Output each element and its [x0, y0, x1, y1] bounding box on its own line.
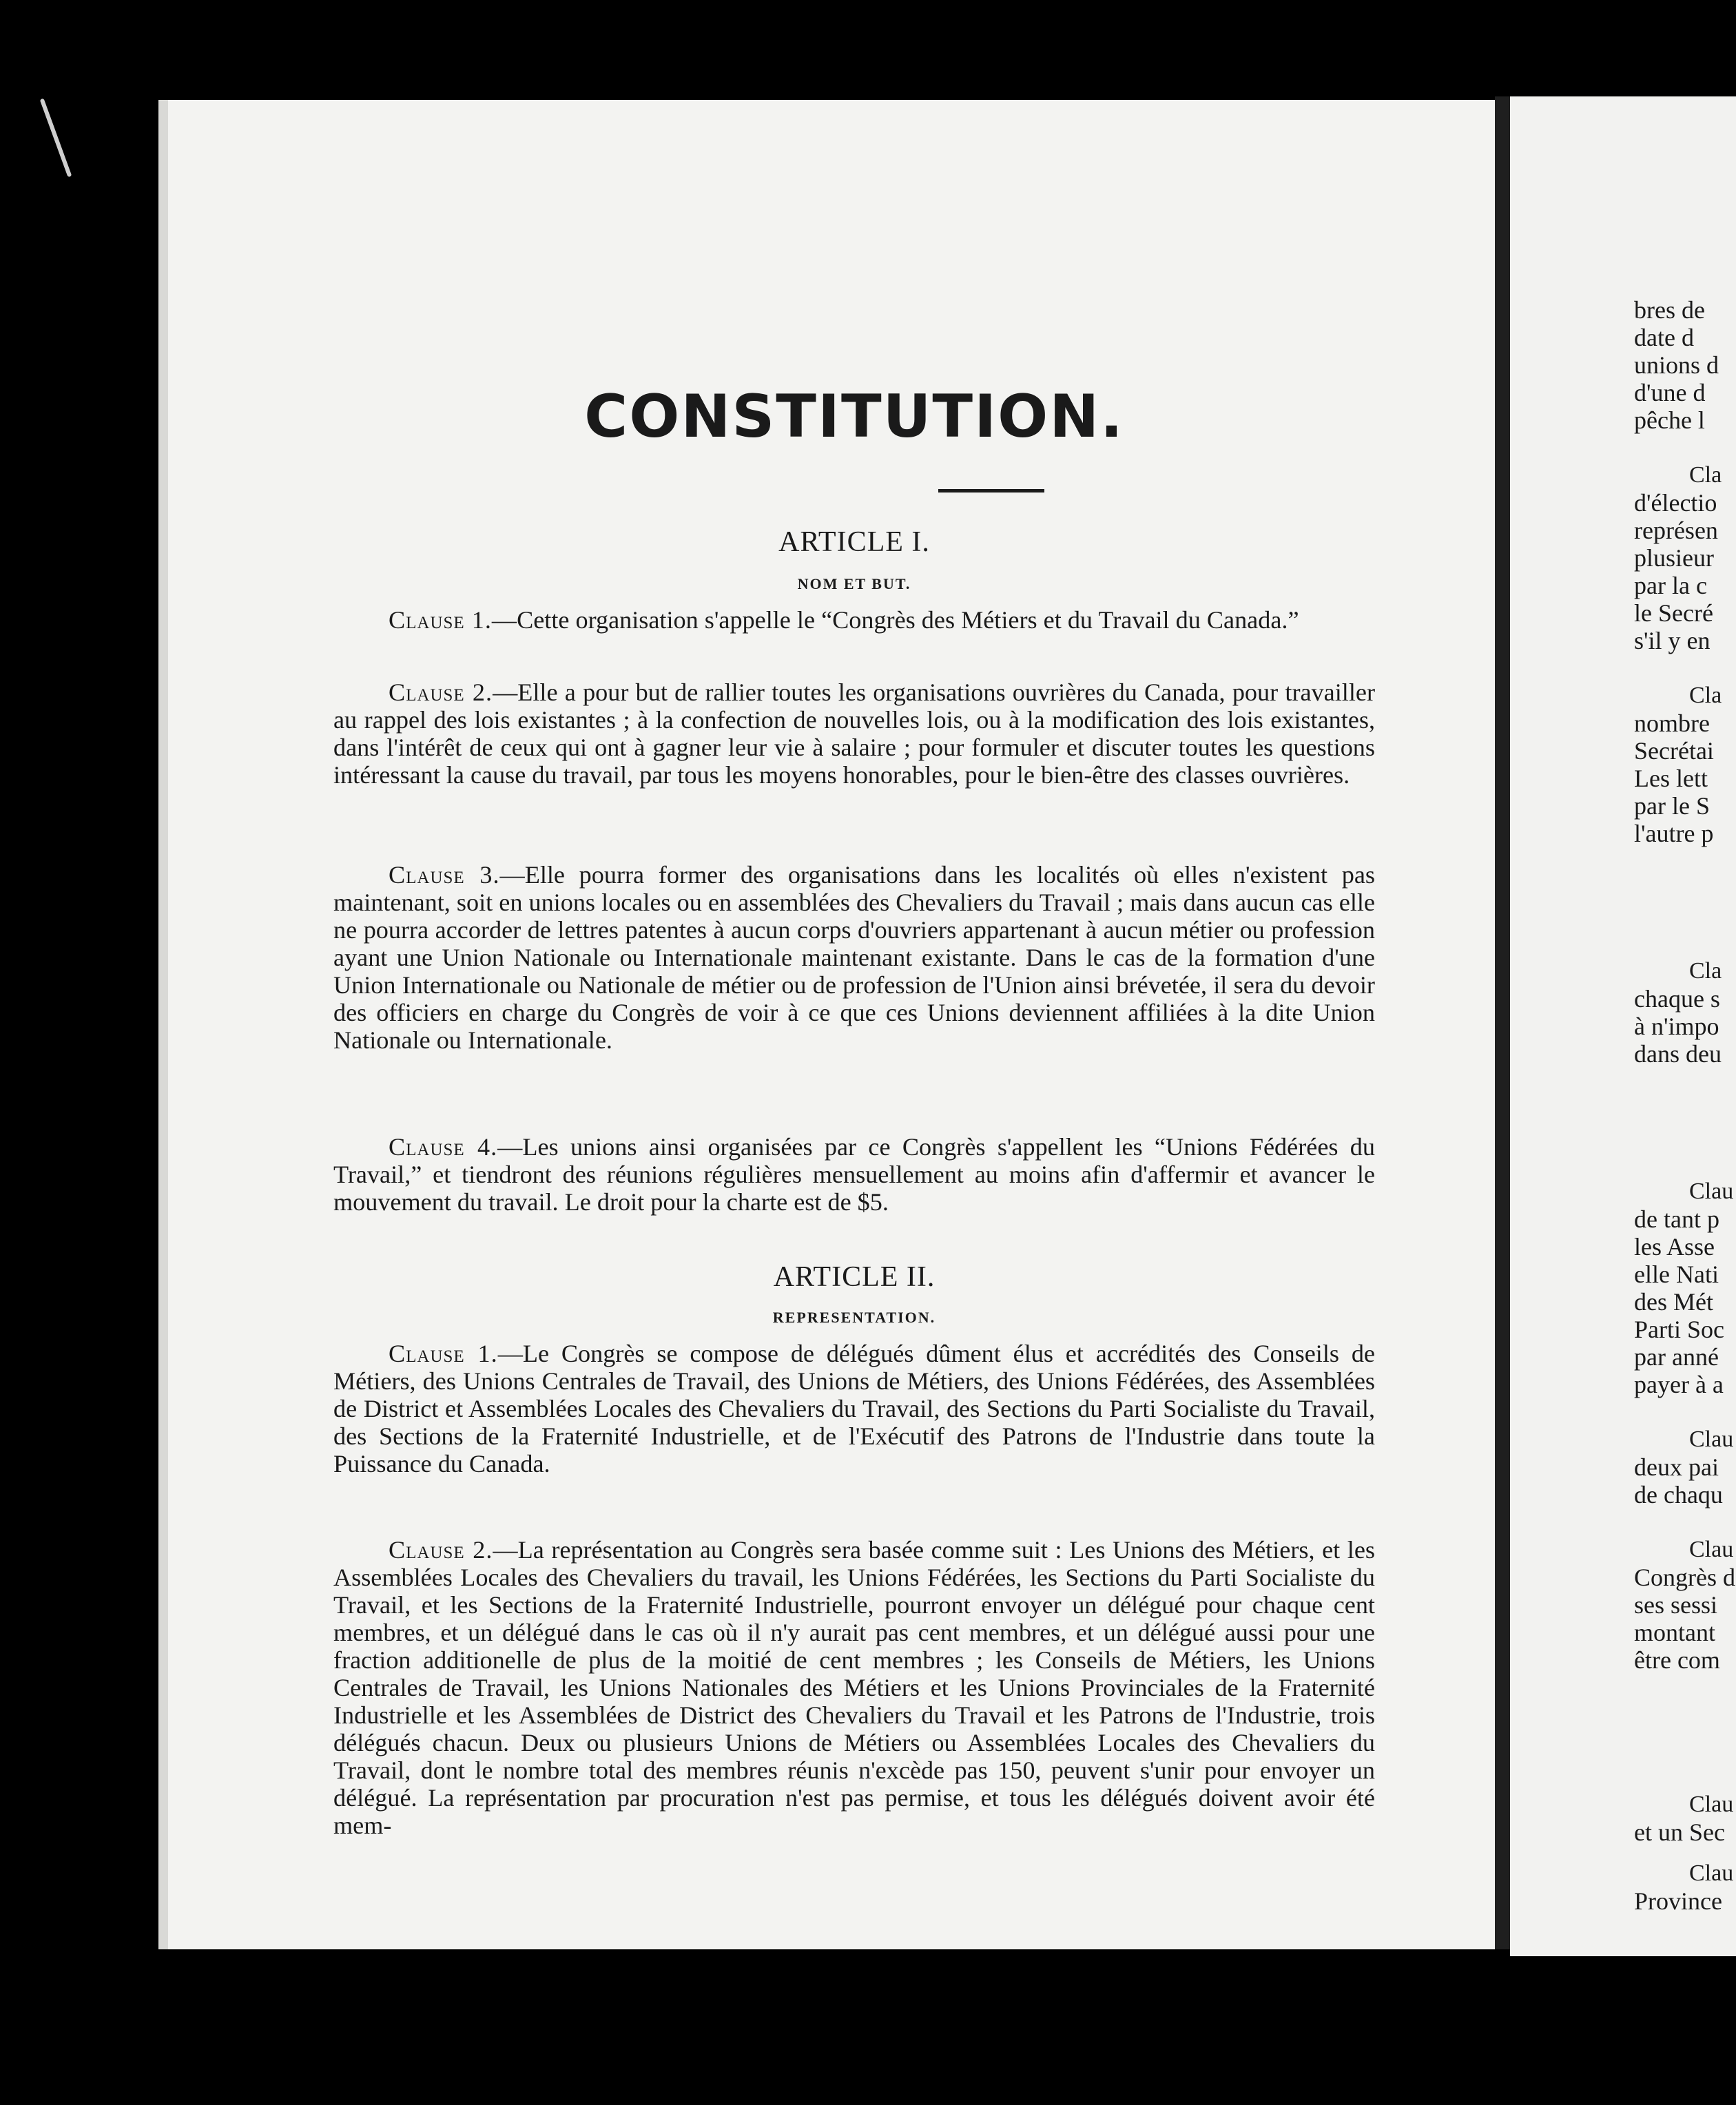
right-fragment: montant	[1634, 1619, 1715, 1646]
right-page	[1510, 96, 1736, 1956]
clause-text: —Les unions ainsi organisées par ce Congrès s'appellent les “Unions Fédérées du Travail,” et tiendront des réunions régulières mensuellement au moins afin d'affermir et avancer le mouvement du travail. Le droit pour la charte est de $5.	[333, 1133, 1375, 1216]
article-1-heading: ARTICLE I.	[778, 526, 930, 558]
clause-label: Clause 1.	[389, 1340, 498, 1367]
right-fragment: chaque s	[1634, 985, 1720, 1013]
article-2-heading: ARTICLE II.	[773, 1261, 936, 1293]
page-title: CONSTITUTION.	[584, 382, 1124, 451]
right-fragment: pêche l	[1634, 406, 1705, 434]
right-fragment: Clau	[1689, 1537, 1734, 1562]
right-fragment: Clau	[1689, 1860, 1734, 1886]
right-fragment: l'autre p	[1634, 820, 1714, 847]
right-fragment: deux pai	[1634, 1453, 1719, 1481]
clause-label: Clause 3.	[389, 861, 500, 889]
right-fragment: par le S	[1634, 792, 1710, 820]
article-1-clause-2	[333, 678, 1375, 789]
right-fragment: nombre	[1634, 709, 1710, 737]
right-fragment: payer à a	[1634, 1371, 1724, 1398]
right-fragment: Clau	[1689, 1179, 1734, 1204]
clause-label: Clause 2.	[389, 1536, 493, 1564]
article-1-clause-1	[333, 606, 1375, 634]
right-fragment: Cla	[1689, 462, 1722, 488]
right-fragment: Cla	[1689, 683, 1722, 708]
article-2-clause-2	[333, 1536, 1375, 1839]
clause-label: Clause 1.	[389, 606, 492, 634]
right-fragment: représen	[1634, 517, 1718, 544]
article-2-subheading: REPRESENTATION.	[772, 1309, 936, 1326]
right-fragment: le Secré	[1634, 599, 1713, 627]
right-fragment: de chaqu	[1634, 1481, 1723, 1508]
right-fragment: unions d	[1634, 351, 1719, 379]
right-fragment: Clau	[1689, 1792, 1734, 1817]
right-fragment: Cla	[1689, 958, 1722, 984]
article-1-clause-3	[333, 861, 1375, 1054]
right-fragment: Congrès d	[1634, 1564, 1735, 1591]
right-fragment: et un Sec	[1634, 1818, 1725, 1846]
right-fragment: par la c	[1634, 572, 1707, 599]
book-spine	[1495, 96, 1510, 1949]
right-fragment: par anné	[1634, 1343, 1719, 1371]
right-fragment: les Asse	[1634, 1233, 1715, 1261]
left-page	[158, 100, 1509, 1949]
right-fragment: à n'impo	[1634, 1013, 1719, 1040]
clause-text: —La représentation au Congrès sera basée comme suit : Les Unions des Métiers, et les Assemblées Locales des Chevaliers du travail, les Unions Fédérées, les Sections du Parti Socialiste du Travail, et les Sections de la Fraternité Industrielle, pourront envoyer un délégué pour chaque cent membres, et un délégué dans le cas où il n'y aurait pas cent membres, et un délégué aussi pour une fraction additionelle de plus de la moitié de cent membres ; les Conseils de Métiers, les Unions Centrales de Travail, les Unions Nationales des Métiers et les Unions Provinciales de la Fraternité Industrielle et les Assemblées de District des Chevaliers du Travail et les Patrons de l'Industrie, trois délégués chacun. Deux ou plusieurs Unions de Métiers ou Assemblées Locales des Chevaliers du Travail, dont le nombre total des membres réunis n'excède pas 150, peuvent s'unir pour envoyer un délégué. La représentation par procuration n'est pas permise, et tous les délégués doivent avoir été mem-	[333, 1536, 1375, 1839]
right-fragment: des Mét	[1634, 1288, 1713, 1316]
right-fragment: date d	[1634, 324, 1694, 351]
right-fragment: bres de	[1634, 296, 1705, 324]
right-fragment: Les lett	[1634, 765, 1708, 792]
right-fragment: Parti Soc	[1634, 1316, 1724, 1343]
clause-text: —Le Congrès se compose de délégués dûment élus et accrédités des Conseils de Métiers, des Unions Centrales de Travail, des Unions de Métiers, des Unions Fédérées, des Assemblées de District et Assemblées Locales des Chevaliers du Travail, des Sections du Parti Socialiste du Travail, des Sections de la Fraternité Industrielle, et de l'Exécutif des Patrons de l'Industrie dans toute la Puissance du Canada.	[333, 1340, 1375, 1477]
right-fragment: Province	[1634, 1887, 1722, 1915]
title-rule	[938, 489, 1044, 492]
scan-artifact	[40, 98, 72, 178]
right-fragment: être com	[1634, 1646, 1720, 1674]
right-fragment: s'il y en	[1634, 627, 1711, 654]
right-fragment: Secrétai	[1634, 737, 1714, 765]
clause-text: —Elle pourra former des organisations dans les localités où elles n'existent pas maintenant, soit en unions locales ou en assemblées des Chevaliers du Travail ; mais dans aucun cas elle ne pourra accorder de lettres patentes à aucun corps d'ouvriers appartenant à aucun métier ou profession ayant une Union Nationale ou Internationale maintenant existante. Dans le cas de la formation d'une Union Internationale ou Nationale de métier ou de profession de l'Union ainsi brévetée, il sera du devoir des officiers en charge du Congrès de voir à ce que ces Unions deviennent affiliées à la dite Union Nationale ou Internationale.	[333, 861, 1375, 1054]
clause-label: Clause 2.	[389, 678, 493, 706]
right-fragment: de tant p	[1634, 1205, 1719, 1233]
right-fragment: elle Nati	[1634, 1261, 1719, 1288]
article-1-clause-4	[333, 1133, 1375, 1216]
right-fragment: plusieur	[1634, 544, 1714, 572]
clause-label: Clause 4.	[389, 1133, 498, 1161]
clause-text: —Elle a pour but de rallier toutes les organisations ouvrières du Canada, pour travailler au rappel des lois existantes ; à la confection de nouvelles lois, ou à la modification des lois existantes, dans l'intérêt de ceux qui ont à gagner leur vie à salaire ; pour formuler et discuter toutes les questions intéressant la cause du travail, par tous les moyens honorables, pour le bien-être des classes ouvrières.	[333, 678, 1375, 789]
right-fragment: ses sessi	[1634, 1591, 1718, 1619]
article-2-clause-1	[333, 1340, 1375, 1477]
clause-text: —Cette organisation s'appelle le “Congrès des Métiers et du Travail du Canada.”	[491, 606, 1299, 634]
right-fragment: d'électio	[1634, 489, 1717, 517]
right-fragment: dans deu	[1634, 1040, 1722, 1068]
right-fragment: d'une d	[1634, 379, 1706, 406]
right-fragment: Clau	[1689, 1427, 1734, 1452]
article-1-subheading: NOM ET BUT.	[797, 575, 911, 592]
